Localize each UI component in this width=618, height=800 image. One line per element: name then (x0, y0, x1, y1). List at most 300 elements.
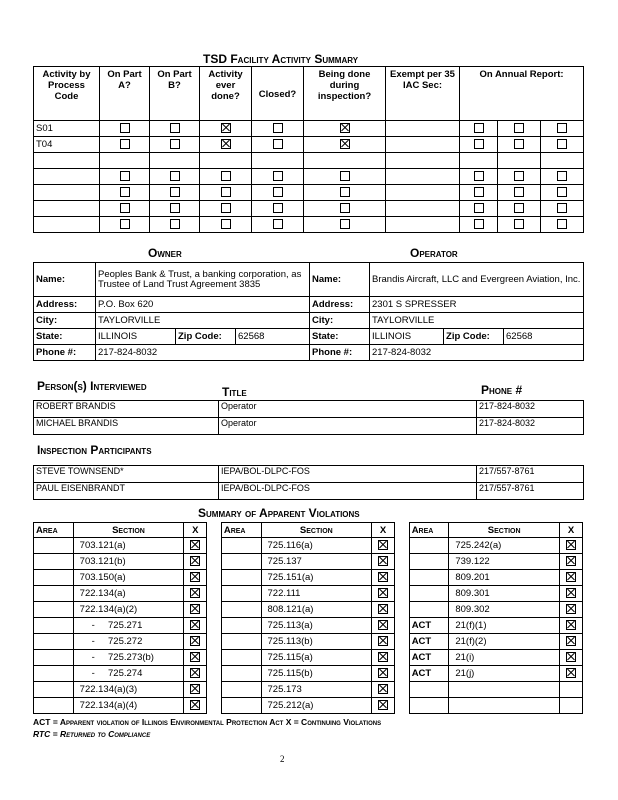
activity-checkbox[interactable] (120, 219, 130, 229)
activity-checkbox[interactable] (120, 187, 130, 197)
interviewed-heading: Person(s) Interviewed (37, 379, 147, 393)
violations-gap (207, 602, 222, 618)
activity-checkbox[interactable] (340, 187, 350, 197)
activity-cell (200, 153, 252, 169)
annual-report-cell (541, 137, 584, 153)
activity-cell (100, 169, 150, 185)
annual-report-cell (498, 137, 541, 153)
violation-area (34, 586, 74, 602)
violation-area (221, 618, 261, 634)
activity-code (34, 217, 100, 233)
owner-heading: Owner (148, 246, 182, 260)
violation-checkbox[interactable] (190, 620, 200, 630)
activity-cell (252, 185, 304, 201)
header-part-b: On Part B? (150, 67, 200, 121)
violations-gap (207, 586, 222, 602)
activity-checkbox[interactable] (273, 219, 283, 229)
violation-area (34, 554, 74, 570)
violation-section: 21(j) (449, 666, 560, 682)
operator-zip-label: Zip Code: (444, 329, 504, 345)
violation-x-cell (372, 570, 395, 586)
person-phone: 217-824-8032 (477, 401, 584, 418)
violation-x-cell (184, 570, 207, 586)
header-part-a: On Part A? (100, 67, 150, 121)
violation-area (34, 602, 74, 618)
operator-heading: Operator (410, 246, 458, 260)
violation-checkbox[interactable] (190, 636, 200, 646)
violation-section: 703.121(a) (73, 538, 184, 554)
annual-report-checkbox[interactable] (557, 139, 567, 149)
violation-checkbox[interactable] (378, 700, 388, 710)
violation-row (34, 650, 583, 666)
violation-checkbox[interactable] (566, 572, 576, 582)
activity-cell (150, 137, 200, 153)
person-phone: 217-824-8032 (477, 418, 584, 435)
participants-table (33, 465, 584, 500)
violation-area (34, 570, 74, 586)
violations-gap (207, 538, 222, 554)
activity-cell (304, 201, 386, 217)
violation-row (34, 602, 583, 618)
activity-checkbox[interactable] (273, 203, 283, 213)
violation-section: 725.173 (261, 682, 372, 698)
violation-x-cell (559, 538, 582, 554)
person-title: Operator (219, 401, 477, 418)
activity-cell (200, 185, 252, 201)
violation-section: 725.113(b) (261, 634, 372, 650)
violation-area (34, 698, 74, 714)
operator-name-label: Name: (310, 263, 370, 297)
annual-report-cell (498, 121, 541, 137)
operator-state: ILLINOIS (370, 329, 444, 345)
violation-checkbox[interactable] (378, 636, 388, 646)
interviewed-phone-heading: Phone # (481, 383, 523, 397)
violation-section (449, 698, 560, 714)
person-row (34, 483, 584, 500)
activity-cell (200, 217, 252, 233)
annual-report-cell (460, 201, 498, 217)
activity-checkbox[interactable] (340, 203, 350, 213)
violation-row (34, 634, 583, 650)
activity-checkbox[interactable] (170, 139, 180, 149)
annual-report-checkbox[interactable] (514, 203, 524, 213)
activity-cell (100, 217, 150, 233)
violation-checkbox[interactable] (566, 620, 576, 630)
violation-x-cell (559, 682, 582, 698)
violations-table (33, 522, 583, 714)
owner-zip-label: Zip Code: (176, 329, 236, 345)
violation-area (34, 618, 74, 634)
violation-checkbox[interactable] (190, 668, 200, 678)
violation-area (409, 698, 449, 714)
violations-title: Summary of Apparent Violations (198, 506, 360, 520)
activity-code: T04 (34, 137, 100, 153)
violations-gap (395, 634, 410, 650)
violation-section: 725.242(a) (449, 538, 560, 554)
exempt-cell (386, 185, 460, 201)
violation-checkbox[interactable] (566, 604, 576, 614)
activity-cell (252, 169, 304, 185)
interviewed-table (33, 400, 584, 435)
violation-area (221, 666, 261, 682)
violation-checkbox[interactable] (190, 652, 200, 662)
violation-checkbox[interactable] (566, 588, 576, 598)
annual-report-cell (460, 137, 498, 153)
interviewed-title-heading: Title (222, 385, 247, 399)
person-name: PAUL EISENBRANDT (34, 483, 219, 500)
legend (33, 716, 381, 740)
activity-cell (150, 121, 200, 137)
annual-report-checkbox[interactable] (514, 219, 524, 229)
activity-cell (200, 201, 252, 217)
annual-report-cell (541, 121, 584, 137)
activity-row (34, 169, 584, 185)
violation-section: 725.137 (261, 554, 372, 570)
annual-report-cell (460, 185, 498, 201)
violation-section: 725.212(a) (261, 698, 372, 714)
violation-x-cell (184, 666, 207, 682)
violation-area (221, 602, 261, 618)
violation-x-cell (372, 682, 395, 698)
annual-report-cell (460, 169, 498, 185)
violation-section: 21(f)(2) (449, 634, 560, 650)
violations-x-header-3: X (559, 523, 582, 538)
activity-cell (150, 217, 200, 233)
violations-gap (207, 698, 222, 714)
violation-x-cell (184, 650, 207, 666)
violation-checkbox[interactable] (190, 604, 200, 614)
operator-name: Brandis Aircraft, LLC and Evergreen Aviation, Inc. (370, 263, 584, 297)
page-number: 2 (280, 754, 285, 764)
violation-section: 722.134(a)(3) (73, 682, 184, 698)
activity-row (34, 201, 584, 217)
violation-area (409, 682, 449, 698)
activity-cell (252, 201, 304, 217)
violations-gap (207, 666, 222, 682)
violation-checkbox[interactable] (378, 620, 388, 630)
activity-checkbox[interactable] (221, 171, 231, 181)
header-exempt: Exempt per 35 IAC Sec: (386, 67, 460, 121)
violation-row (34, 554, 583, 570)
violation-section: 722.111 (261, 586, 372, 602)
violations-gap (395, 682, 410, 698)
violation-area: ACT (409, 666, 449, 682)
violation-row (34, 570, 583, 586)
activity-row (34, 153, 584, 169)
activity-checkbox[interactable] (170, 219, 180, 229)
participants-heading: Inspection Participants (37, 443, 152, 457)
activity-cell (252, 153, 304, 169)
violation-area (221, 586, 261, 602)
violation-section: 725.116(a) (261, 538, 372, 554)
violation-x-cell (559, 602, 582, 618)
activity-checkbox[interactable] (221, 187, 231, 197)
violation-x-cell (184, 682, 207, 698)
violation-checkbox[interactable] (378, 556, 388, 566)
violation-section: 21(i) (449, 650, 560, 666)
annual-report-cell (460, 153, 498, 169)
annual-report-checkbox[interactable] (514, 123, 524, 133)
annual-report-checkbox[interactable] (514, 139, 524, 149)
activity-checkbox[interactable] (340, 219, 350, 229)
violation-checkbox[interactable] (378, 572, 388, 582)
annual-report-checkbox[interactable] (514, 171, 524, 181)
annual-report-checkbox[interactable] (474, 203, 484, 213)
violation-x-cell (184, 634, 207, 650)
violation-checkbox[interactable] (190, 556, 200, 566)
violation-section: - 725.272 (73, 634, 184, 650)
activity-checkbox[interactable] (221, 139, 231, 149)
person-name: MICHAEL BRANDIS (34, 418, 219, 435)
annual-report-checkbox[interactable] (474, 187, 484, 197)
violation-area (34, 634, 74, 650)
violation-checkbox[interactable] (566, 636, 576, 646)
annual-report-checkbox[interactable] (514, 187, 524, 197)
exempt-cell (386, 217, 460, 233)
header-being-done: Being done during inspection? (304, 67, 386, 121)
exempt-cell (386, 137, 460, 153)
activity-cell (304, 153, 386, 169)
header-activity-done: Activity ever done? (200, 67, 252, 121)
activity-checkbox[interactable] (120, 139, 130, 149)
violation-x-cell (559, 618, 582, 634)
violation-row (34, 586, 583, 602)
violations-gap (207, 554, 222, 570)
violations-area-header-2: Area (221, 523, 261, 538)
person-phone: 217/557-8761 (477, 483, 584, 500)
violation-checkbox[interactable] (566, 556, 576, 566)
violation-checkbox[interactable] (378, 684, 388, 694)
violation-area (409, 570, 449, 586)
activity-cell (200, 121, 252, 137)
violation-checkbox[interactable] (378, 668, 388, 678)
violation-section: 722.134(a) (73, 586, 184, 602)
activity-summary-title: TSD Facility Activity Summary (203, 52, 359, 66)
violation-x-cell (559, 586, 582, 602)
activity-row (34, 217, 584, 233)
violation-section: 725.113(a) (261, 618, 372, 634)
header-annual-report: On Annual Report: (460, 67, 584, 121)
exempt-cell (386, 201, 460, 217)
violation-area (221, 698, 261, 714)
violation-checkbox[interactable] (566, 668, 576, 678)
violation-checkbox[interactable] (378, 540, 388, 550)
violation-checkbox[interactable] (378, 652, 388, 662)
annual-report-checkbox[interactable] (474, 123, 484, 133)
violation-checkbox[interactable] (566, 540, 576, 550)
activity-checkbox[interactable] (170, 123, 180, 133)
violation-x-cell (372, 634, 395, 650)
activity-code (34, 169, 100, 185)
violation-section: 703.121(b) (73, 554, 184, 570)
person-title: IEPA/BOL-DLPC-FOS (219, 483, 477, 500)
annual-report-cell (498, 185, 541, 201)
annual-report-checkbox[interactable] (557, 123, 567, 133)
violation-section: - 725.271 (73, 618, 184, 634)
violation-x-cell (184, 618, 207, 634)
violations-gap (395, 570, 410, 586)
owner-address: P.O. Box 620 (96, 297, 310, 313)
owner-address-label: Address: (34, 297, 96, 313)
violations-gap (395, 586, 410, 602)
violation-x-cell (372, 538, 395, 554)
owner-city-label: City: (34, 313, 96, 329)
person-phone: 217/557-8761 (477, 466, 584, 483)
legend-line-1: ACT = Apparent violation of Illinois Environmental Protection Act X = Continuing Violations (33, 717, 382, 727)
activity-checkbox[interactable] (170, 171, 180, 181)
activity-checkbox[interactable] (340, 123, 350, 133)
activity-cell (100, 201, 150, 217)
activity-cell (150, 153, 200, 169)
violation-area: ACT (409, 618, 449, 634)
violation-x-cell (372, 586, 395, 602)
violation-row (34, 666, 583, 682)
activity-cell (252, 121, 304, 137)
activity-checkbox[interactable] (170, 203, 180, 213)
activity-cell (252, 217, 304, 233)
violation-section (449, 682, 560, 698)
activity-checkbox[interactable] (120, 203, 130, 213)
activity-cell (100, 137, 150, 153)
violation-checkbox[interactable] (190, 540, 200, 550)
violation-section: - 725.274 (73, 666, 184, 682)
violation-x-cell (372, 602, 395, 618)
annual-report-checkbox[interactable] (474, 171, 484, 181)
violations-area-header-1: Area (34, 523, 74, 538)
violation-row (34, 698, 583, 714)
annual-report-cell (498, 217, 541, 233)
annual-report-checkbox[interactable] (557, 203, 567, 213)
violation-checkbox[interactable] (190, 572, 200, 582)
annual-report-cell (541, 169, 584, 185)
annual-report-checkbox[interactable] (474, 139, 484, 149)
annual-report-cell (541, 185, 584, 201)
activity-checkbox[interactable] (120, 123, 130, 133)
activity-checkbox[interactable] (273, 171, 283, 181)
person-title: IEPA/BOL-DLPC-FOS (219, 466, 477, 483)
annual-report-cell (498, 169, 541, 185)
violation-area (221, 650, 261, 666)
violations-gap (207, 682, 222, 698)
violation-section: 809.301 (449, 586, 560, 602)
exempt-cell (386, 121, 460, 137)
violation-area: ACT (409, 634, 449, 650)
violations-gap (395, 523, 410, 538)
violation-checkbox[interactable] (378, 588, 388, 598)
owner-state-label: State: (34, 329, 96, 345)
exempt-cell (386, 169, 460, 185)
annual-report-checkbox[interactable] (474, 219, 484, 229)
activity-cell (100, 121, 150, 137)
operator-city: TAYLORVILLE (370, 313, 584, 329)
activity-cell (252, 137, 304, 153)
activity-checkbox[interactable] (221, 203, 231, 213)
violation-x-cell (559, 650, 582, 666)
violations-gap (395, 602, 410, 618)
operator-phone-label: Phone #: (310, 345, 370, 361)
violations-gap (207, 634, 222, 650)
activity-cell (304, 217, 386, 233)
activity-cell (150, 201, 200, 217)
violation-section: 808.121(a) (261, 602, 372, 618)
activity-checkbox[interactable] (340, 171, 350, 181)
activity-cell (150, 169, 200, 185)
owner-name: Peoples Bank & Trust, a banking corporation, as Trustee of Land Trust Agreement 3835 (96, 263, 310, 297)
annual-report-checkbox[interactable] (557, 171, 567, 181)
person-row (34, 401, 584, 418)
violation-x-cell (372, 618, 395, 634)
violation-x-cell (184, 586, 207, 602)
violation-x-cell (559, 666, 582, 682)
activity-code (34, 153, 100, 169)
violation-row (34, 682, 583, 698)
violation-checkbox[interactable] (190, 700, 200, 710)
violation-checkbox[interactable] (566, 652, 576, 662)
violation-row (34, 618, 583, 634)
violation-section: 739.122 (449, 554, 560, 570)
activity-cell (200, 137, 252, 153)
owner-phone: 217-824-8032 (96, 345, 310, 361)
violation-checkbox[interactable] (190, 588, 200, 598)
owner-zip: 62568 (236, 329, 310, 345)
violation-section: - 725.273(b) (73, 650, 184, 666)
violation-area: ACT (409, 650, 449, 666)
annual-report-checkbox[interactable] (557, 187, 567, 197)
violation-area (34, 650, 74, 666)
activity-summary-table (33, 66, 584, 233)
operator-state-label: State: (310, 329, 370, 345)
violation-checkbox[interactable] (190, 684, 200, 694)
activity-checkbox[interactable] (273, 123, 283, 133)
violations-gap (207, 650, 222, 666)
violation-section: 722.134(a)(2) (73, 602, 184, 618)
activity-checkbox[interactable] (221, 123, 231, 133)
violation-area (221, 538, 261, 554)
annual-report-cell (541, 217, 584, 233)
violation-section: 725.151(a) (261, 570, 372, 586)
activity-checkbox[interactable] (120, 171, 130, 181)
violations-gap (207, 618, 222, 634)
violation-section: 809.302 (449, 602, 560, 618)
activity-checkbox[interactable] (221, 219, 231, 229)
violation-area (221, 634, 261, 650)
violations-gap (395, 554, 410, 570)
violation-x-cell (372, 666, 395, 682)
activity-checkbox[interactable] (170, 187, 180, 197)
violation-section: 809.201 (449, 570, 560, 586)
header-activity-code: Activity by Process Code (34, 67, 100, 121)
owner-state: ILLINOIS (96, 329, 176, 345)
activity-checkbox[interactable] (273, 139, 283, 149)
violations-x-header-2: X (372, 523, 395, 538)
activity-checkbox[interactable] (340, 139, 350, 149)
violation-x-cell (372, 698, 395, 714)
violation-area (221, 682, 261, 698)
violations-gap (395, 698, 410, 714)
violation-row (34, 538, 583, 554)
violation-checkbox[interactable] (378, 604, 388, 614)
annual-report-checkbox[interactable] (557, 219, 567, 229)
violation-x-cell (559, 698, 582, 714)
violation-area (409, 586, 449, 602)
activity-checkbox[interactable] (273, 187, 283, 197)
violations-gap (207, 523, 222, 538)
person-row (34, 466, 584, 483)
operator-address-label: Address: (310, 297, 370, 313)
operator-address: 2301 S SPRESSER (370, 297, 584, 313)
violation-x-cell (372, 650, 395, 666)
activity-row (34, 121, 584, 137)
